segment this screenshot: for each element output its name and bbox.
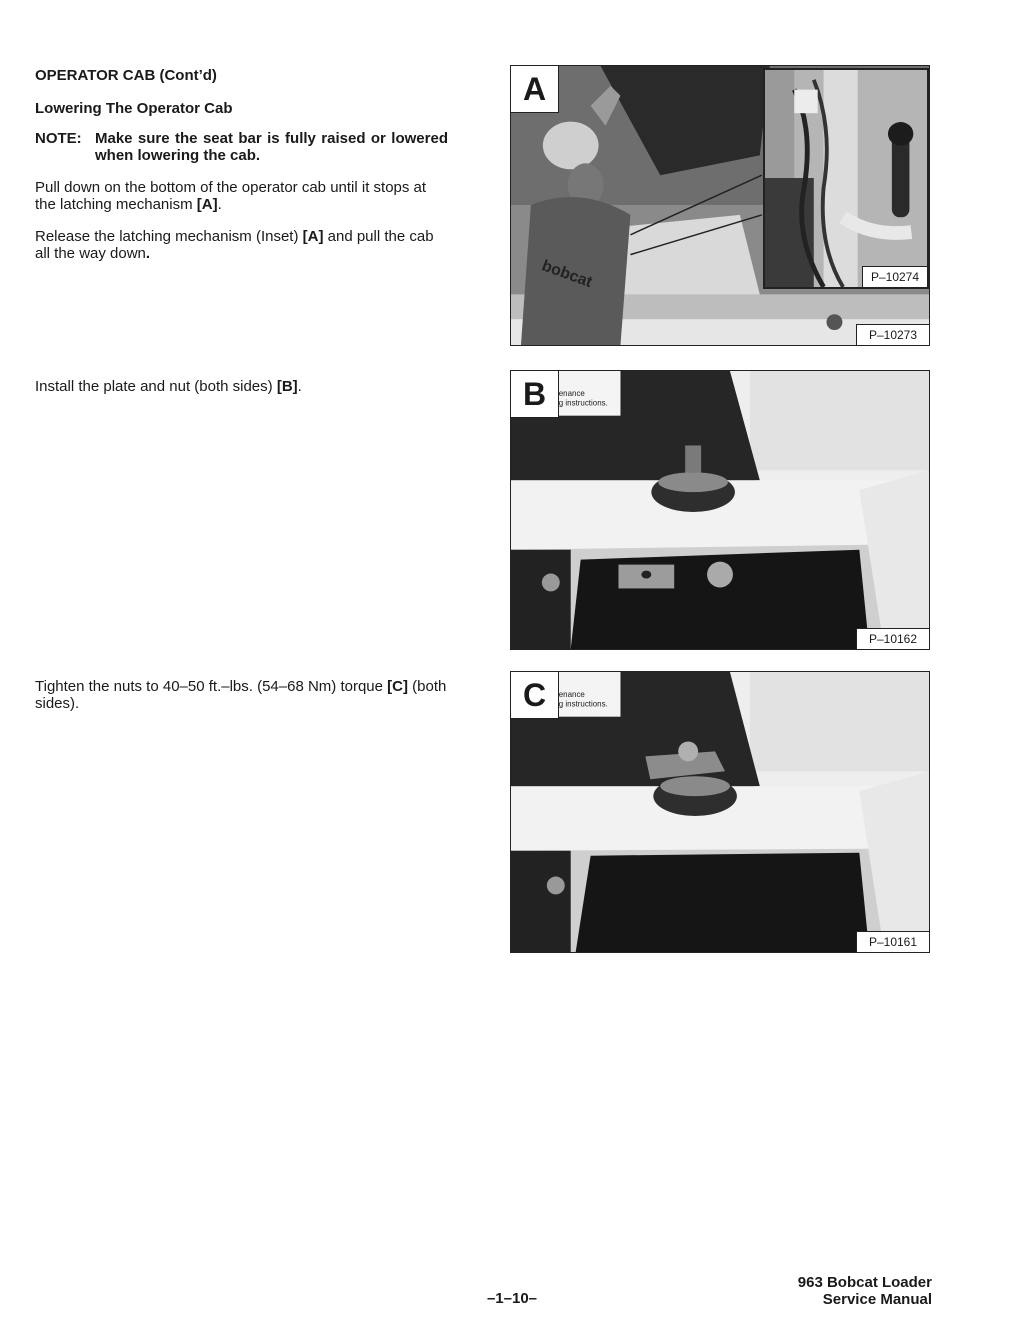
step-release-latch-text2: and pull the cab all the way down [35, 228, 434, 262]
figure-a-inset-photo [765, 70, 927, 287]
figure-b-code: P–10162 [856, 628, 929, 649]
page-number: –1–10– [486, 1290, 538, 1307]
subsection-title: Lowering The Operator Cab [35, 100, 233, 117]
figure-a-inset [763, 68, 929, 289]
step-pull-down-end: . [217, 196, 222, 213]
figure-a-code: P–10273 [856, 324, 929, 345]
note-label: NOTE: [35, 130, 82, 147]
figure-b [510, 370, 930, 650]
figure-c-photo [511, 672, 929, 952]
step-tighten-nuts-text: Tighten the nuts to 40–50 ft.–lbs. (54–68 Nm) torque [35, 678, 388, 695]
figure-c-decal-line1: enance [558, 689, 585, 699]
step-tighten-nuts [35, 678, 448, 712]
step-tighten-nuts-text2: (both sides). [35, 678, 447, 712]
figure-a-inset-code: P–10274 [862, 266, 927, 287]
manual-title-line1: 963 Bobcat Loader [797, 1274, 932, 1291]
step-install-plate-end: . [297, 378, 302, 395]
note-text: Make sure the seat bar is fully raised or lowered when lowering the cab. [95, 130, 448, 164]
step-install-plate [35, 378, 448, 395]
step-release-latch-text: Release the latching mechanism (Inset) [35, 228, 303, 245]
figure-ref-b: [B] [276, 378, 298, 395]
figure-b-photo [511, 371, 929, 649]
shirt-logo-text: bobcat [539, 257, 595, 292]
step-install-plate-text: Install the plate and nut (both sides) [35, 378, 277, 395]
figure-b-decal-line2: g instructions. [558, 398, 608, 408]
step-release-latch-end: . [145, 245, 151, 262]
figure-c-letter: C [511, 672, 559, 719]
manual-title-line2: Service Manual [822, 1291, 932, 1308]
manual-title [798, 1274, 932, 1308]
figure-b-letter: B [511, 371, 559, 418]
figure-a [510, 65, 930, 346]
step-pull-down-text: Pull down on the bottom of the operator cab until it stops at the latching mechanism [35, 179, 427, 213]
figure-a-letter: A [511, 66, 559, 113]
figure-c [510, 671, 930, 953]
figure-ref-a: [A] [196, 196, 218, 213]
note-block [35, 130, 448, 164]
figure-b-decal-line1: enance [558, 388, 585, 398]
figure-c-decal-line2: g instructions. [558, 699, 608, 709]
figure-ref-a-inset: [A] [302, 228, 324, 245]
figure-c-code: P–10161 [856, 931, 929, 952]
step-release-latch [35, 228, 448, 262]
step-pull-down [35, 179, 448, 213]
figure-ref-c: [C] [387, 678, 408, 695]
section-title: OPERATOR CAB (Cont’d) [35, 67, 217, 84]
